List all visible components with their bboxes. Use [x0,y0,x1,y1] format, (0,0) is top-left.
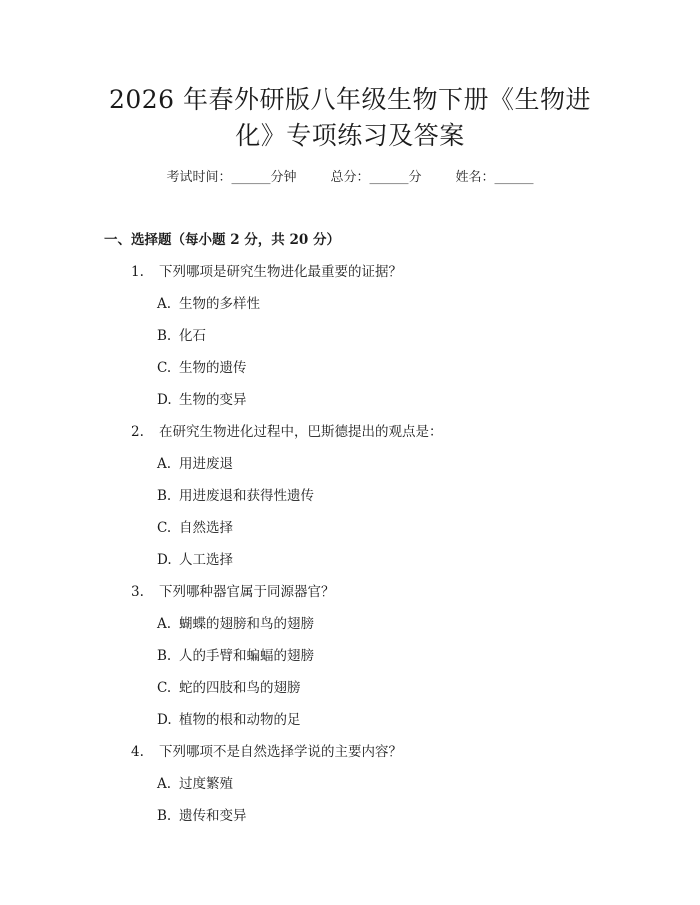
exam-time-field: 考试时间：______分钟 [166,170,297,185]
question-3-option-c [157,678,301,698]
option-text: 用进废退和获得性遗传 [179,488,314,504]
option-letter: A. [157,456,172,472]
question-text: 在研究生物进化过程中，巴斯德提出的观点是： [159,424,443,440]
question-text: 下列哪种器官属于同源器官？ [159,584,335,600]
option-text: 蛇的四肢和鸟的翅膀 [179,680,301,696]
question-text: 下列哪项是研究生物进化最重要的证据？ [159,264,402,280]
option-text: 蝴蝶的翅膀和鸟的翅膀 [179,616,314,632]
question-number: 3. [131,584,144,600]
option-text: 人工选择 [179,552,233,568]
total-score-field: 总分：______分 [330,170,422,185]
option-letter: A. [157,776,172,792]
option-text: 用进废退 [179,456,233,472]
page-title-line-1: 2026 年春外研版八年级生物下册《生物进 [108,85,592,114]
question-number: 4. [131,744,144,760]
question-number: 2. [131,424,144,440]
question-3-option-a [157,614,314,634]
option-text: 过度繁殖 [179,776,233,792]
option-letter: B. [157,808,172,824]
option-text: 植物的根和动物的足 [179,712,301,728]
option-letter: C. [157,360,172,376]
option-letter: D. [157,552,172,568]
question-2-option-d [157,550,233,570]
question-text: 下列哪项不是自然选择学说的主要内容？ [159,744,402,760]
question-1-option-c [157,358,247,378]
page-title-line-2: 化》专项练习及答案 [235,121,465,150]
option-letter: B. [157,648,172,664]
option-letter: D. [157,392,172,408]
option-text: 生物的多样性 [179,296,260,312]
option-letter: B. [157,328,172,344]
exam-meta [0,168,700,188]
option-letter: A. [157,616,172,632]
question-4-option-a [157,774,233,794]
option-letter: C. [157,680,172,696]
option-letter: C. [157,520,172,536]
question-2-option-a [157,454,233,474]
question-1-option-d [157,390,247,410]
question-4-option-b [157,806,247,826]
question-1-option-b [157,326,206,346]
section-heading: 一、选择题（每小题 2 分，共 20 分） [104,232,340,248]
option-text: 人的手臂和蝙蝠的翅膀 [179,648,314,664]
question-2-option-c [157,518,233,538]
student-name-field: 姓名：______ [455,170,534,185]
option-letter: A. [157,296,172,312]
option-text: 遗传和变异 [179,808,247,824]
option-text: 化石 [179,328,206,344]
question-number: 1. [131,264,144,280]
question-2-option-b [157,486,314,506]
option-text: 生物的遗传 [179,360,247,376]
option-text: 自然选择 [179,520,233,536]
question-3-option-d [157,710,301,730]
option-text: 生物的变异 [179,392,247,408]
option-letter: B. [157,488,172,504]
option-letter: D. [157,712,172,728]
question-1-option-a [157,294,260,314]
question-3-option-b [157,646,314,666]
